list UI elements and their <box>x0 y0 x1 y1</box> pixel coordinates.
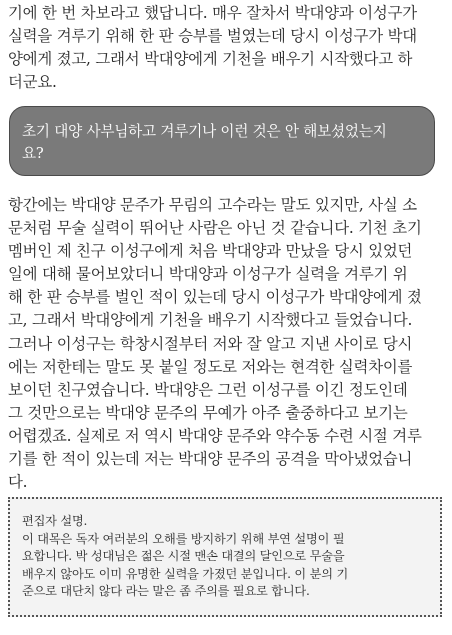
interview-question-box: 초기 대양 사부님하고 겨루기나 이런 것은 안 해보셨었는지 요? <box>9 106 435 176</box>
editor-note-body: 이 대목은 독자 여러분의 오해를 방지하기 위해 부연 설명이 필 요합니다. 박 성대님은 젊은 시절 맨손 대결의 달인으로 무술을 배우지 않아도 이미 유명한 실력을 가졌던 분입니다. 이 분의 기 준으로 대단치 않다 라는 말은 좀 주의를 필요로 합니다. <box>22 531 349 598</box>
editor-note-box <box>8 497 442 617</box>
intro-paragraph: 기에 한 번 차보라고 했답니다. 매우 잘차서 박대양과 이성구가 실력을 겨루기 위해 한 판 승부를 벌였는데 당시 이성구가 박대 양에게 졌고, 그래서 박대양에게 기천을 배우기 시작했다고 하 더군요. <box>8 4 417 91</box>
answer-paragraph: 항간에는 박대양 문주가 무림의 고수라는 말도 있지만, 사실 소 문처럼 무술 실력이 뛰어난 사람은 아닌 것 같습니다. 기천 초기 멤버인 제 친구 이성구에게 처음 박대양과 만났을 당시 있었던 일에 대해 물어보았더니 박대양과 이성구가 실력을 겨루기 위 해 한 판 승부를 벌인 적이 있는데 당시 이성구가 박대양에게 졌 고, 그래서 박대양에게 기천을 배우기 시작했다고 들었습니다. 그러나 이성구는 학창시절부터 저와 잘 알고 지낸 사이로 당시 에는 저한테는 말도 못 붙일 정도로 저와는 현격한 실력차이를 보이던 친구였습니다. 박대양은 그런 이성구를 이긴 정도인데 그 것만으로는 박대양 문주의 무예가 아주 출중하다고 보기는 어렵겠죠. 실제로 저 역시 박대양 문주와 약수동 수련 시절 겨루 기를 한 적이 있는데 저는 박대양 문주의 공격을 막아냈었습니 다. <box>8 196 422 492</box>
editor-note-title: 편집자 설명. <box>22 514 88 528</box>
